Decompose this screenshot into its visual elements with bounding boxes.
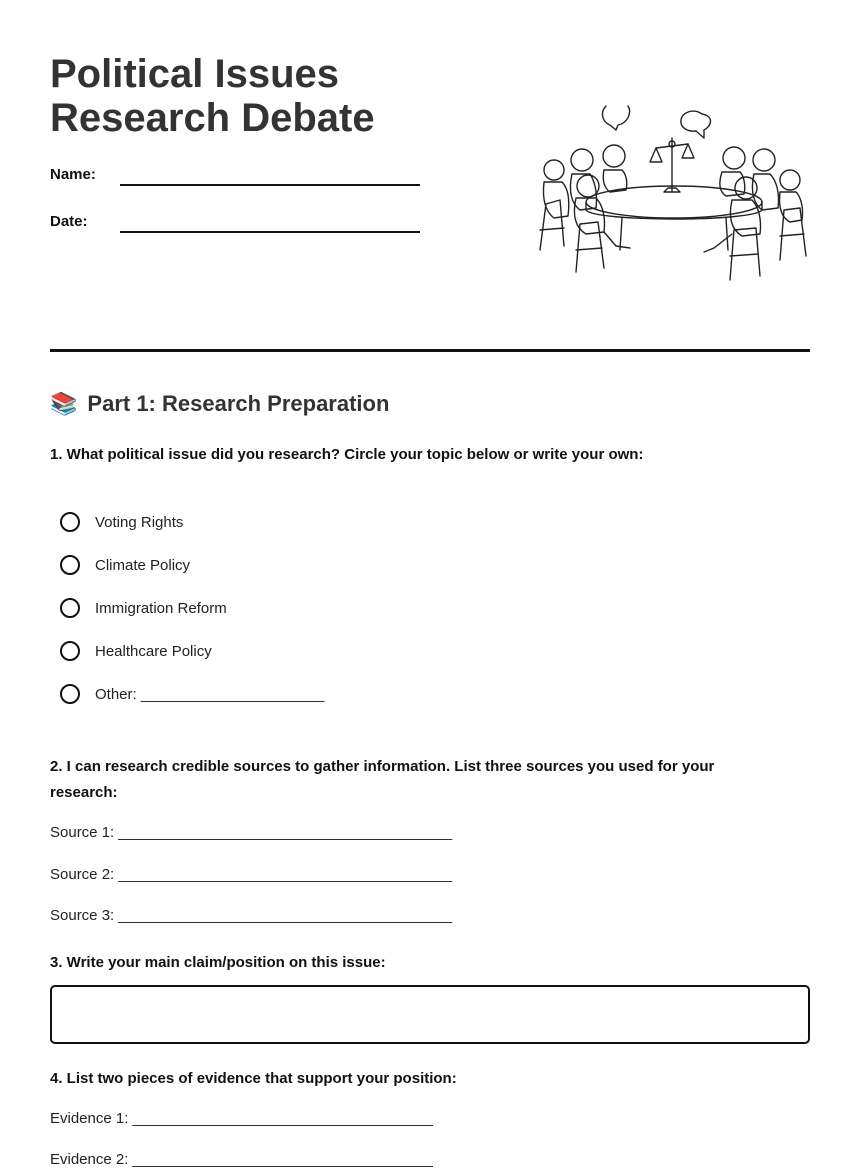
option-label: Other: ______________________ — [95, 685, 325, 703]
date-field[interactable] — [50, 213, 420, 237]
question-3: 3. Write your main claim/position on this issue: — [50, 954, 386, 971]
question-4: 4. List two pieces of evidence that support your position: — [50, 1070, 457, 1087]
date-label: Date: — [50, 213, 88, 230]
speech-bubble-icon — [603, 106, 630, 130]
worksheet-title: Political Issues Research Debate — [50, 52, 375, 140]
source-line-1[interactable]: Source 1: ________________________________________ — [50, 824, 453, 841]
radio-circle[interactable] — [60, 684, 80, 704]
topic-option-immigration-reform[interactable] — [60, 596, 227, 620]
name-label: Name: — [50, 166, 96, 183]
topic-option-healthcare-policy[interactable] — [60, 639, 212, 663]
topic-option-voting-rights[interactable] — [60, 510, 183, 534]
radio-circle[interactable] — [60, 641, 80, 661]
option-label: Immigration Reform — [95, 599, 227, 617]
question-1: 1. What political issue did you research? Circle your topic below or write your own: — [50, 446, 644, 463]
topic-option-climate-policy[interactable] — [60, 553, 190, 577]
evidence-line-1[interactable]: Evidence 1: ____________________________________ — [50, 1110, 433, 1127]
debate-table-illustration — [534, 100, 810, 290]
radio-circle[interactable] — [60, 512, 80, 532]
option-label: Climate Policy — [95, 556, 191, 574]
radio-circle[interactable] — [60, 555, 80, 575]
name-input-line[interactable] — [120, 184, 420, 186]
source-line-2[interactable]: Source 2: ________________________________________ — [50, 866, 453, 883]
claim-answer-box[interactable] — [50, 985, 810, 1044]
source-line-3[interactable]: Source 3: ________________________________________ — [50, 907, 453, 924]
part1-heading-text: Part 1: Research Preparation — [87, 391, 390, 416]
topic-option-other[interactable] — [60, 682, 324, 706]
radio-circle[interactable] — [60, 598, 80, 618]
part1-heading — [50, 389, 389, 419]
option-label: Healthcare Policy — [95, 642, 212, 660]
speech-bubble-icon — [681, 111, 711, 138]
question-2: 2. I can research credible sources to gather information. List three sources you used for your research: — [50, 758, 715, 801]
scales-of-justice-icon — [650, 138, 694, 192]
name-field[interactable] — [50, 166, 420, 190]
section-divider — [50, 349, 810, 352]
evidence-line-2[interactable]: Evidence 2: ____________________________________ — [50, 1151, 433, 1168]
books-emoji-icon: 📚 — [50, 391, 78, 416]
option-label: Voting Rights — [95, 513, 184, 531]
date-input-line[interactable] — [120, 231, 420, 233]
